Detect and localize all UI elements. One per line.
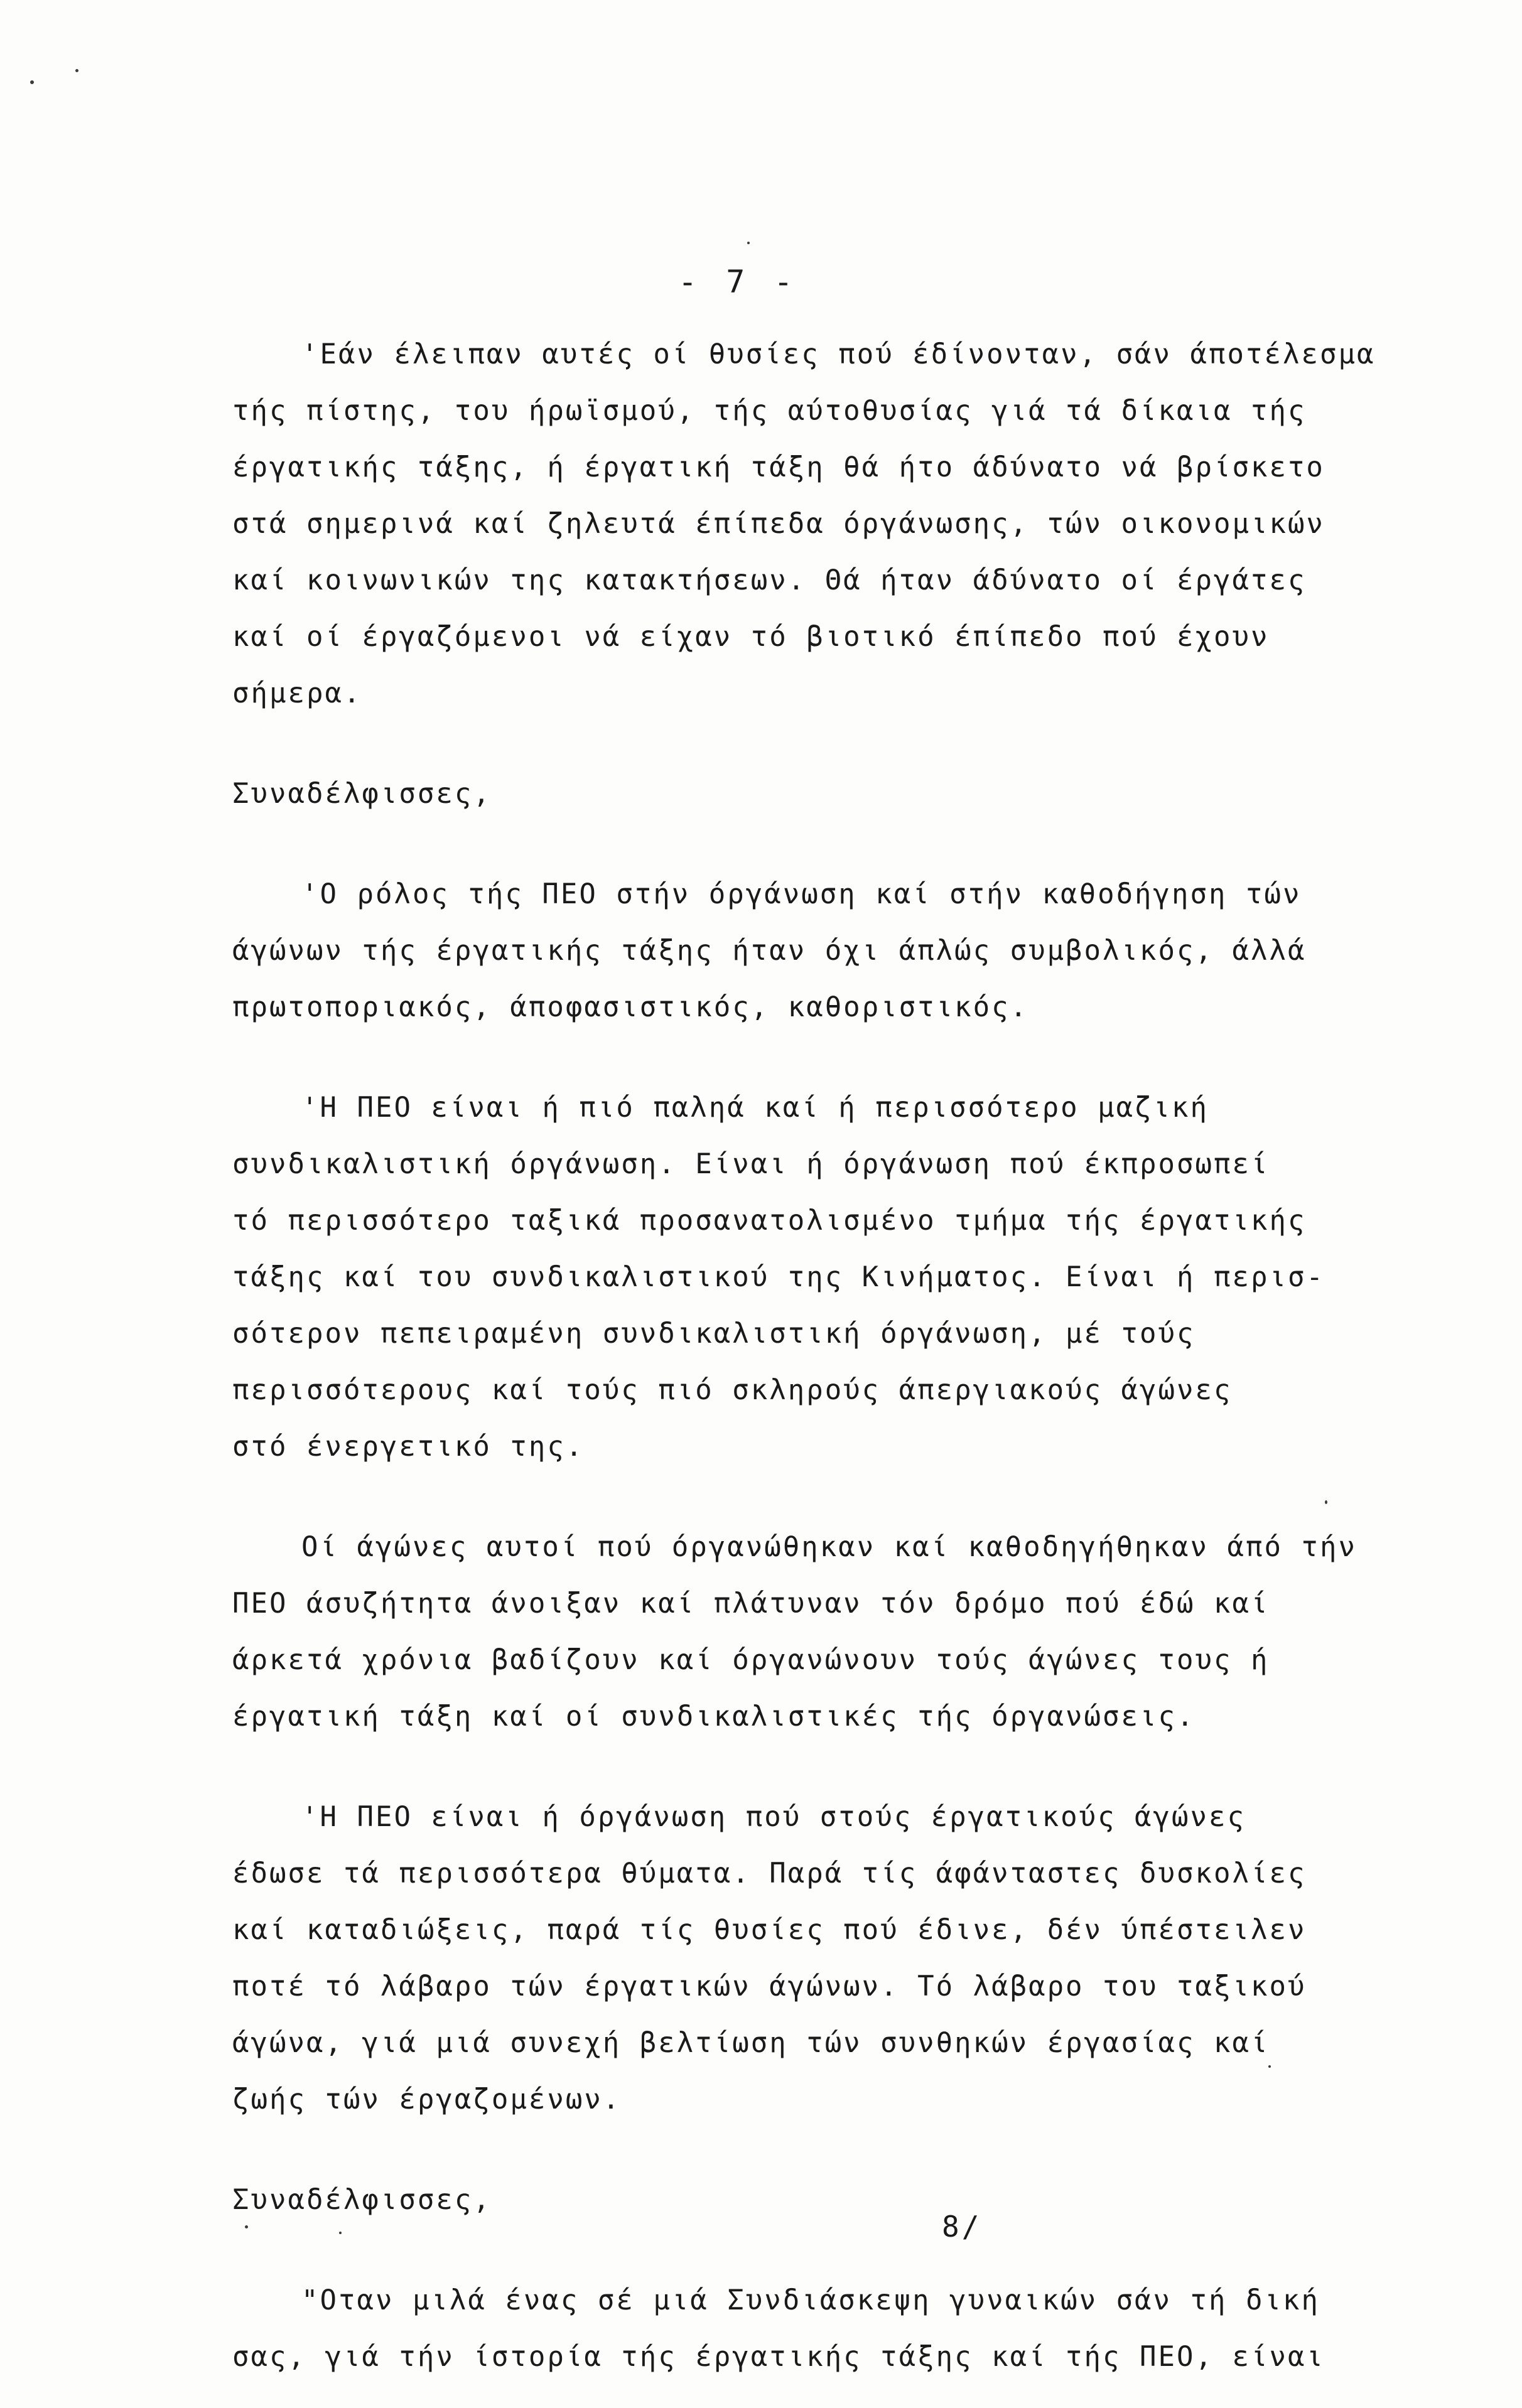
paragraph	[232, 2172, 1438, 2228]
text-line: καί καταδιώξεις, παρά τίς θυσίες πού έδινε, δέν ύπέστειλεν	[232, 1914, 1307, 1946]
paragraph-gap	[232, 1745, 1438, 1789]
scan-speck	[75, 69, 78, 72]
text-line: 'Η ΠΕΟ είναι ή πιό παληά καί ή περισσότερο μαζική	[301, 1092, 1209, 1124]
text-line: 'Εάν έλειπαν αυτές οί θυσίες πού έδίνονταν, σάν άποτέλεσμα	[301, 338, 1376, 370]
text-line: συνδικαλιστική όργάνωση. Είναι ή όργάνωση πού έκπροσωπεί	[232, 1148, 1270, 1180]
text-line: καί κοινωνικών της κατακτήσεων. Θά ήταν άδύνατο οί έργάτες	[232, 564, 1307, 596]
text-line: ζωής τών έργαζομένων.	[232, 2083, 622, 2115]
text-line: έργατικής τάξης, ή έργατική τάξη θά ήτο άδύνατο νά βρίσκετο	[232, 451, 1325, 483]
body-text	[232, 326, 1438, 2385]
text-line: "Οταν μιλά ένας σέ μιά Συνδιάσκεψη γυναικών σάν τή δική	[301, 2284, 1320, 2316]
paragraph-gap	[232, 2128, 1438, 2172]
text-line: 'Η ΠΕΟ είναι ή όργάνωση πού στούς έργατικούς άγώνες	[301, 1801, 1246, 1833]
text-line: Συναδέλφισσες,	[232, 2184, 492, 2216]
paragraph	[232, 2272, 1438, 2385]
text-line: σότερον πεπειραμένη συνδικαλιστική όργάνωση, μέ τούς	[232, 1318, 1195, 1350]
text-line: Οί άγώνες αυτοί πού όργανώθηκαν καί καθοδηγήθηκαν άπό τήν	[301, 1531, 1357, 1563]
text-line: έδωσε τά περισσότερα θύματα. Παρά τίς άφάνταστες δυσκολίες	[232, 1857, 1307, 1889]
scan-speck	[747, 242, 750, 244]
text-line: έργατική τάξη καί οί συνδικαλιστικές τής όργανώσεις.	[232, 1701, 1195, 1733]
paragraph	[232, 1789, 1438, 2128]
paragraph-gap	[232, 1036, 1438, 1080]
text-line: περισσότερους καί τούς πιό σκληρούς άπεργιακούς άγώνες	[232, 1374, 1233, 1406]
text-line: 'Ο ρόλος τής ΠΕΟ στήν όργάνωση καί στήν καθοδήγηση τών	[301, 878, 1302, 910]
text-line: άρκετά χρόνια βαδίζουν καί όργανώνουν τούς άγώνες τους ή	[232, 1644, 1270, 1676]
paragraph-gap	[232, 722, 1438, 766]
paragraph-gap	[232, 822, 1438, 866]
text-line: σας, γιά τήν ίστορία τής έργατικής τάξης καί τής ΠΕΟ, είναι	[232, 2341, 1325, 2373]
text-line: στά σημερινά καί ζηλευτά έπίπεδα όργάνωσης, τών οικονομικών	[232, 508, 1325, 540]
paragraph	[232, 766, 1438, 822]
paragraph	[232, 1519, 1438, 1745]
paragraph	[232, 326, 1438, 722]
scan-speck	[30, 80, 34, 84]
text-line: ποτέ τό λάβαρο τών έργατικών άγώνων. Τό λάβαρο του ταξικού	[232, 1970, 1307, 2002]
text-line: τής πίστης, του ήρωϊσμού, τής αύτοθυσίας γιά τά δίκαια τής	[232, 395, 1307, 427]
paragraph	[232, 866, 1438, 1036]
text-line: τό περισσότερο ταξικά προσανατολισμένο τμήμα τής έργατικής	[232, 1205, 1307, 1237]
text-line: ΠΕΟ άσυζήτητα άνοιξαν καί πλάτυναν τόν δρόμο πού έδώ καί	[232, 1588, 1270, 1620]
text-line: στό ένεργετικό της.	[232, 1431, 585, 1463]
text-line: άγώνων τής έργατικής τάξης ήταν όχι άπλώς συμβολικός, άλλά	[232, 935, 1307, 967]
page-number: - 7 -	[678, 264, 798, 300]
text-line: άγώνα, γιά μιά συνεχή βελτίωση τών συνθηκών έργασίας καί	[232, 2027, 1270, 2059]
text-line: πρωτοποριακός, άποφασιστικός, καθοριστικός.	[232, 991, 1029, 1023]
text-line: σήμερα.	[232, 677, 362, 709]
paragraph-gap	[232, 2228, 1438, 2272]
text-line: Συναδέλφισσες,	[232, 778, 492, 810]
text-line: καί οί έργαζόμενοι νά είχαν τό βιοτικό έπίπεδο πού έχουν	[232, 621, 1270, 653]
continuation-marker: 8/	[942, 2210, 982, 2244]
paragraph-gap	[232, 1475, 1438, 1519]
paragraph	[232, 1080, 1438, 1475]
text-line: τάξης καί του συνδικαλιστικού της Κινήματος. Είναι ή περισ-	[232, 1261, 1325, 1293]
